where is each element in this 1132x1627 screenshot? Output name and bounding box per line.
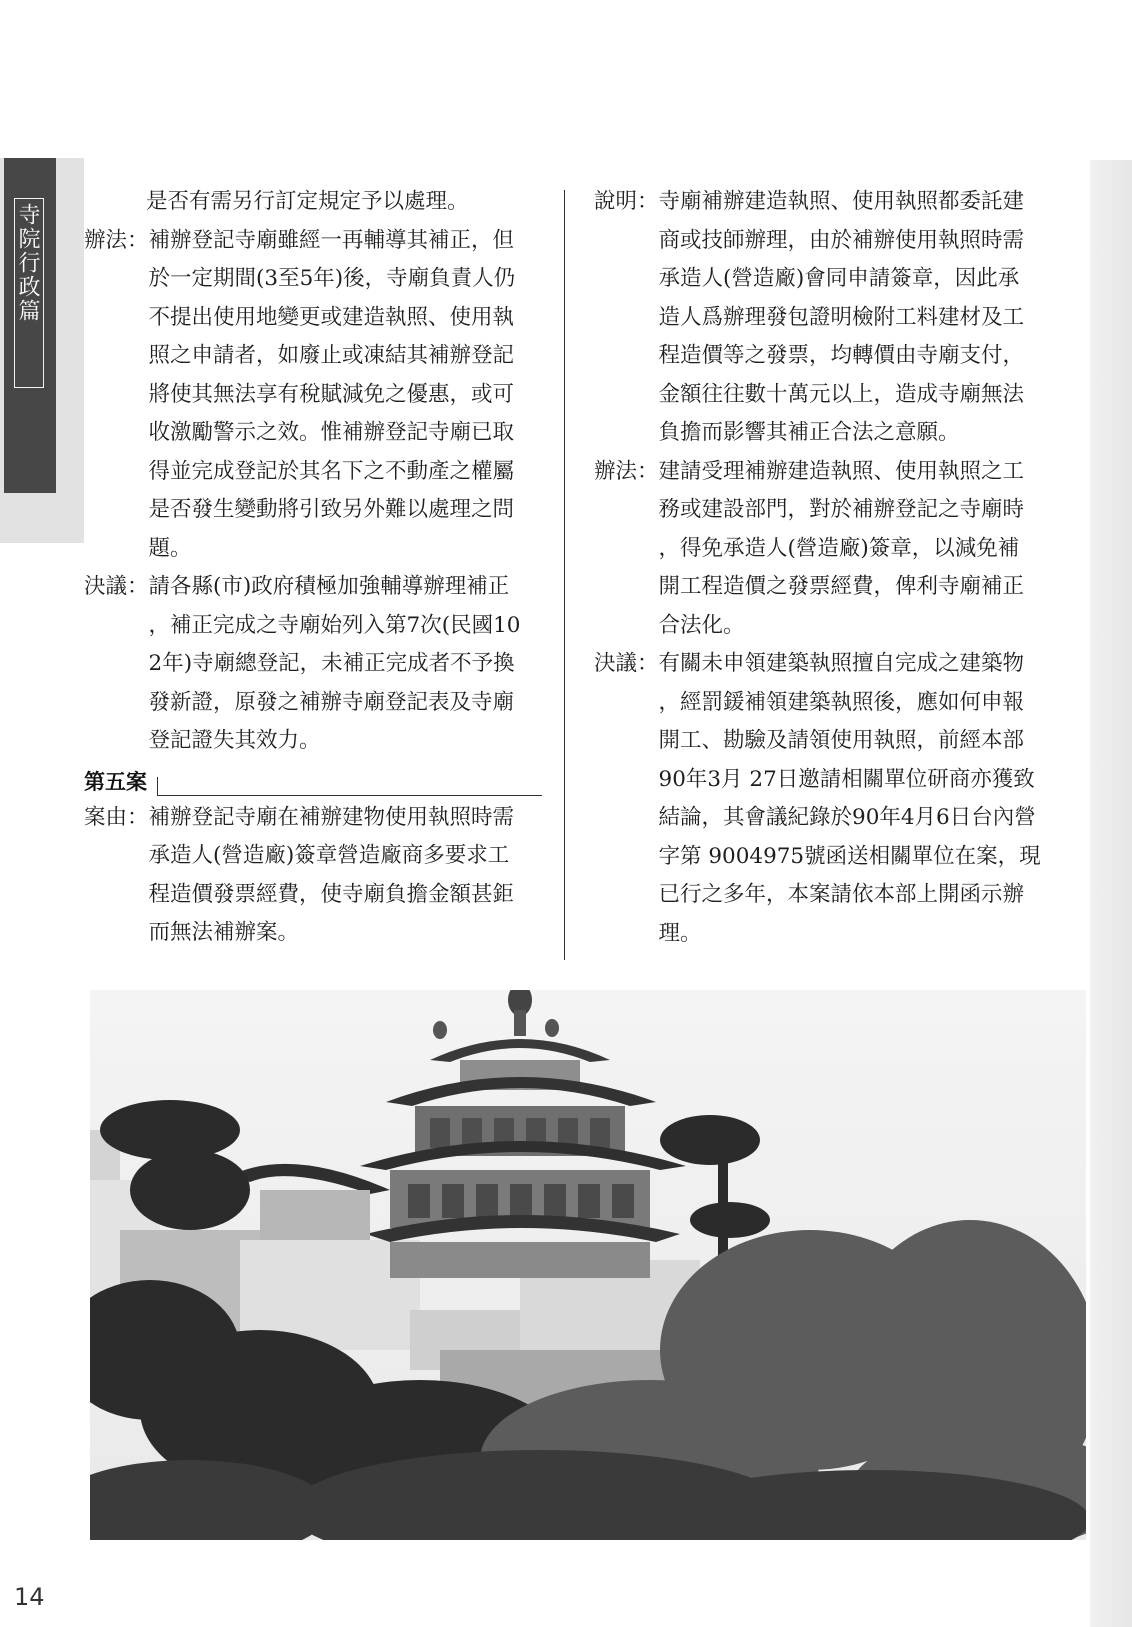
text-line: 造人爲辦理發包證明檢附工料建材及工 (658, 304, 1025, 330)
resolution-entry (84, 568, 542, 761)
section-tab-label: 寺院行政篇 (15, 203, 40, 323)
text-line: 收激勵警示之效。惟補辦登記寺廟已取 (148, 420, 515, 445)
temple-photo (90, 990, 1086, 1540)
cause-label: 案由： (84, 804, 149, 830)
page-edge-shade (1090, 160, 1132, 1627)
method-entry (594, 453, 1046, 646)
text-line: 承造人(營造廠)簽章營造廠商多要求工 (148, 843, 510, 868)
continuation-text: 是否有需另行訂定規定予以處理。 (146, 189, 469, 214)
explanation-entry (594, 183, 1046, 453)
left-column (84, 183, 542, 953)
text-line: 開工、勘驗及請領使用執照，前經本部 (658, 728, 1025, 753)
explanation-label: 說明： (594, 189, 659, 214)
case-title: 第五案 (84, 769, 147, 794)
text-line: 不提出使用地變更或建造執照、使用執 (148, 304, 515, 330)
text-line: ，補正完成之寺廟始列入第7次(民國10 (148, 612, 521, 638)
resolution-entry (594, 645, 1046, 953)
cause-entry (84, 799, 542, 953)
text-line: ，經罰鍰補領建築執照後，應如何申報 (658, 689, 1025, 715)
text-line: 2年)寺廟總登記，未補正完成者不予換 (148, 651, 515, 676)
resolution-label: 決議： (84, 574, 149, 599)
text-line: 理。 (658, 920, 702, 946)
text-line: 寺廟補辦建造執照、使用執照都委託建 (658, 189, 1025, 214)
text-line: 發新證，原發之補辦寺廟登記表及寺廟 (148, 689, 515, 715)
text-line: 建請受理補辦建造執照、使用執照之工 (658, 458, 1025, 484)
text-line: 登記證失其效力。 (148, 728, 321, 753)
method-entry (84, 222, 542, 569)
text-line: 補辦登記寺廟雖經一再輔導其補正，但 (148, 227, 515, 253)
case-header (84, 763, 542, 799)
text-line: 商或技師辦理，由於補辦使用執照時需 (658, 227, 1025, 253)
text-line: 程造價發票經費，使寺廟負擔金額甚鉅 (148, 881, 515, 907)
resolution-body (149, 568, 542, 761)
text-line: 而無法補辦案。 (148, 920, 300, 945)
cause-body (149, 799, 542, 953)
text-line: 得並完成登記於其名下之不動產之權屬 (148, 458, 515, 484)
text-line: 照之申請者，如廢止或凍結其補辦登記 (148, 343, 515, 368)
text-line: 是否發生變動將引致另外難以處理之問 (148, 497, 515, 522)
text-line: 結論，其會議紀錄於90年4月6日台內營 (658, 805, 1036, 830)
text-line: 請各縣(市)政府積極加強輔導辦理補正 (148, 574, 510, 599)
text-line: 已行之多年，本案請依本部上開函示辦 (658, 882, 1025, 907)
resolution-label: 決議： (594, 651, 659, 676)
text-line: 補辦登記寺廟在補辦建物使用執照時需 (148, 804, 515, 830)
method-label: 辦法： (594, 458, 659, 484)
text-line: 承造人(營造廠)會同申請簽章，因此承 (658, 266, 1020, 291)
text-line: 將使其無法享有稅賦減免之優惠，或可 (148, 381, 515, 407)
method-label: 辦法： (84, 227, 149, 253)
right-column (594, 183, 1046, 953)
text-line: 題。 (148, 535, 192, 561)
text-line: 程造價等之發票，均轉價由寺廟支付， (658, 343, 1025, 368)
column-divider (564, 190, 565, 960)
text-line: 有關未申領建築執照擅自完成之建築物 (658, 651, 1025, 676)
method-body (149, 222, 542, 569)
text-line: 金額往往數十萬元以上，造成寺廟無法 (658, 381, 1025, 407)
text-line: ，得免承造人(營造廠)簽章，以減免補 (658, 535, 1020, 561)
resolution-body (659, 645, 1046, 953)
text-line: 於一定期間(3至5年)後，寺廟負責人仍 (148, 266, 516, 291)
text-line: 90年3月 27日邀請相關單位研商亦獲致 (658, 766, 1035, 792)
page-number: 14 (14, 1583, 45, 1611)
method-body (659, 453, 1046, 646)
text-line: 字第 9004975號函送相關單位在案，現 (658, 843, 1041, 869)
text-line: 務或建設部門，對於補辦登記之寺廟時 (658, 497, 1025, 522)
text-line: 負擔而影響其補正合法之意願。 (658, 420, 960, 445)
explanation-body (659, 183, 1046, 453)
text-line: 合法化。 (658, 612, 745, 638)
text-line: 開工程造價之發票經費，俾利寺廟補正 (658, 574, 1025, 599)
case-title-rule (157, 777, 542, 796)
